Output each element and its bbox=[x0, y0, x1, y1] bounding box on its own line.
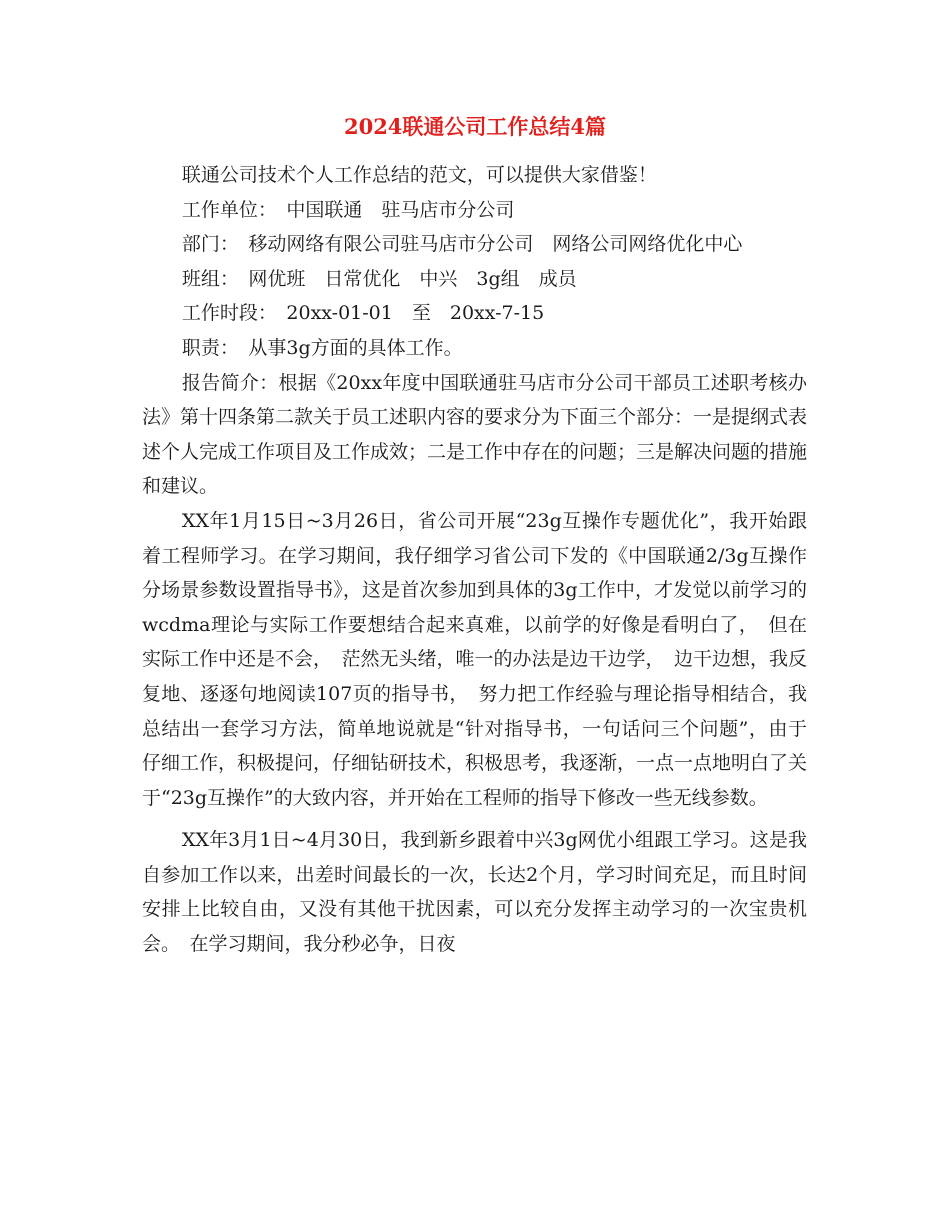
paragraph-duties: 职责： 从事3g方面的具体工作。 bbox=[181, 336, 463, 359]
document-title: 2024联通公司工作总结4篇 bbox=[343, 114, 607, 139]
paragraph-team: 班组： 网优班 日常优化 中兴 3g组 成员 bbox=[181, 267, 577, 290]
paragraph-work-unit: 工作单位： 中国联通 驻马店市分公司 bbox=[181, 198, 515, 221]
paragraph-work-period: 工作时段： 20xx-01-01 至 20xx-7-15 bbox=[181, 302, 545, 325]
paragraph-report-summary: 报告简介：根据《20xx年度中国联通驻马店市分公司干部员工述职考核办法》第十四条第二款关于员工述职内容的要求分为下面三个部分：一是提纲式表述个人完成工作项目及工作成效；二是工作中存在的问题；三是解决问题的措施和建议。 bbox=[142, 371, 808, 498]
document-body bbox=[142, 158, 807, 962]
paragraph-study-phase-1: XX年1月15日~3月26日，省公司开展“23g互操作专题优化”，我开始跟着工程师学习。在学习期间，我仔细学习省公司下发的《中国联通2/3g互操作分场景参数设置指导书》，这是首次参加到具体的3g工作中，才发觉以前学习的wcdma理论与实际工作要想结合起来真难，以前学的好像是看明白了， 但在实际工作中还是不会， 茫然无头绪，唯一的办法是边干边学， 边干边想，我反复地、逐逐句地阅读107页的指导书， 努力把工作经验与理论指导相结合，我总结出一套学习方法，简单地说就是“针对指导书，一句话问三个问题”，由于仔细工作，积极提问，仔细钻研技术，积极思考，我逐渐，一点一点地明白了关于“23g互操作”的大致内容，并开始在工程师的指导下修改一些无线参数。 bbox=[142, 509, 808, 809]
paragraph-department: 部门： 移动网络有限公司驻马店市分公司 网络公司网络优化中心 bbox=[181, 233, 743, 256]
paragraph-study-phase-2: XX年3月1日~4月30日，我到新乡跟着中兴3g网优小组跟工学习。这是我自参加工作以来，出差时间最长的一次，长达2个月，学习时间充足，而且时间安排上比较自由，又没有其他干扰因素，可以充分发挥主动学习的一次宝贵机会。 在学习期间，我分秒必争，日夜 bbox=[142, 829, 807, 956]
paragraph-intro: 联通公司技术个人工作总结的范文，可以提供大家借鉴！ bbox=[181, 164, 657, 186]
